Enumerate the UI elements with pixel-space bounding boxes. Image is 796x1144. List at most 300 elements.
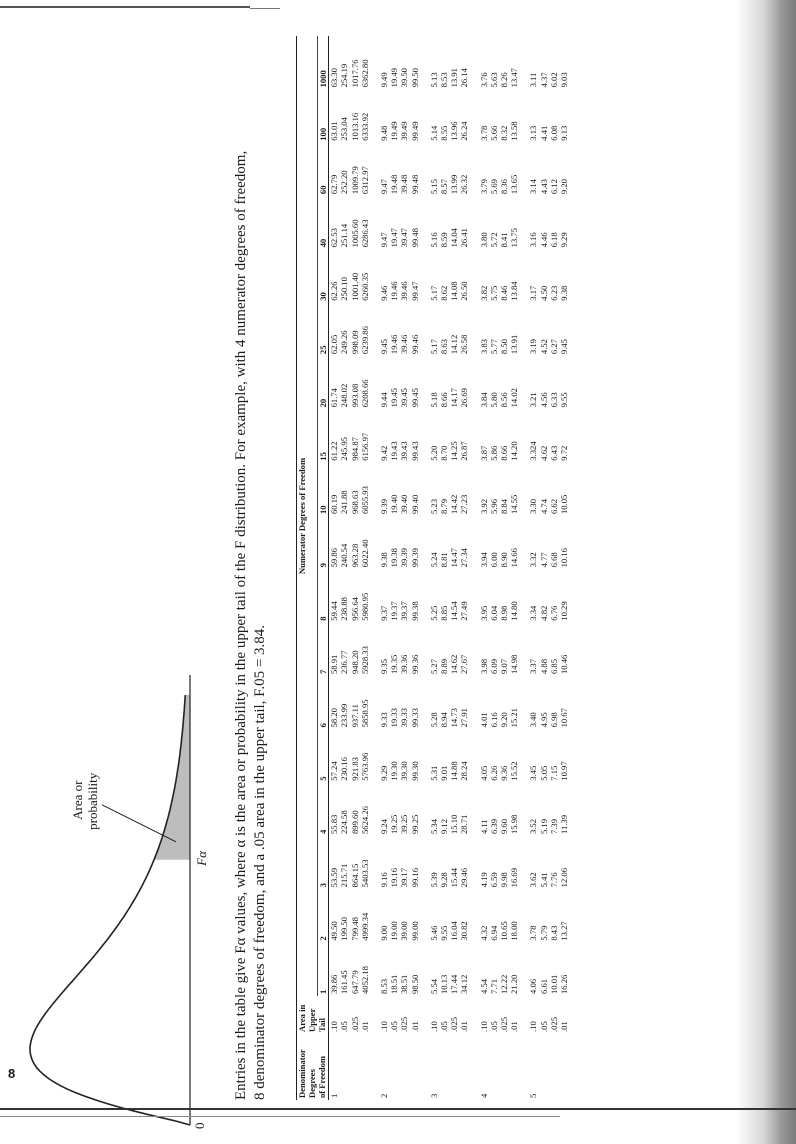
f-value-cell: 5.15 — [428, 179, 439, 195]
f-value-cell: 60.19 — [329, 494, 340, 515]
f-value-cell: 993.08 — [349, 383, 360, 408]
numerator-df-header: 30 — [317, 249, 328, 302]
table-row — [509, 36, 519, 1100]
f-value-cell: 224.58 — [339, 810, 350, 835]
denominator-df-cell — [339, 1034, 349, 1100]
f-value-cell: 62.26 — [329, 281, 340, 301]
numerator-df-header: 7 — [317, 623, 328, 676]
f-value-cell: 6156.97 — [359, 432, 370, 461]
f-value-cell: 6.18 — [548, 232, 559, 248]
f-value-cell: 7.76 — [548, 872, 559, 888]
f-value-cell: 39.46 — [399, 281, 410, 301]
f-value-cell: 19.30 — [389, 761, 400, 781]
f-value-cell: 3.94 — [478, 552, 489, 568]
f-value-cell: 6333.92 — [359, 112, 370, 141]
f-value-cell: 9.13 — [558, 125, 569, 141]
f-distribution-table — [296, 36, 569, 1100]
table-row — [549, 36, 559, 1100]
table-row — [339, 36, 349, 1100]
f-value-cell: 9.44 — [378, 392, 389, 408]
f-value-cell: 4.82 — [538, 605, 549, 621]
f-value-cell: 49.50 — [329, 921, 340, 941]
f-value-cell: 6239.86 — [359, 326, 370, 355]
numerator-df-header: 1 — [317, 943, 328, 996]
f-value-cell: 3.45 — [528, 765, 539, 781]
f-value-cell: 19.25 — [389, 814, 400, 835]
f-value-cell: 28.71 — [459, 814, 470, 835]
f-value-cell: 99.40 — [409, 494, 420, 515]
f-value-cell: 99.48 — [409, 228, 420, 248]
f-value-cell: 13.91 — [449, 68, 460, 88]
f-value-cell: 62.79 — [329, 174, 340, 195]
f-value-cell: 5.27 — [428, 658, 439, 675]
f-value-cell: 18.51 — [389, 974, 400, 994]
f-value-cell: 9.45 — [378, 339, 389, 355]
f-value-cell: 233.99 — [339, 703, 350, 728]
table-row — [360, 36, 370, 1100]
f-value-cell: 4.32 — [478, 925, 489, 941]
f-value-cell: 58.20 — [329, 708, 340, 728]
f-value-cell: 5.54 — [428, 978, 439, 994]
f-value-cell: 5.72 — [488, 232, 499, 248]
table-row — [479, 36, 489, 1100]
table-row — [539, 36, 549, 1100]
f-value-cell: 5.46 — [428, 925, 439, 941]
f-value-cell: 99.38 — [409, 601, 420, 621]
table-row — [429, 36, 439, 1100]
f-value-cell: 3.82 — [478, 285, 489, 301]
f-value-cell: 10.67 — [558, 708, 569, 728]
numerator-df-header: 4 — [317, 783, 328, 836]
f-value-cell: 19.48 — [389, 174, 400, 195]
f-value-cell: 4.50 — [538, 285, 549, 301]
numerator-df-header: 2 — [317, 889, 328, 942]
f-value-cell: 99.33 — [409, 708, 420, 728]
f-value-cell: 250.10 — [339, 277, 350, 301]
f-value-cell: 10.29 — [558, 601, 569, 621]
f-value-cell: 29.46 — [459, 868, 470, 888]
f-value-cell: 4.41 — [538, 125, 549, 141]
f-value-cell: 19.46 — [389, 334, 400, 355]
f-value-cell: 6.08 — [548, 125, 559, 141]
f-value-cell: 26.41 — [459, 228, 470, 248]
graph-area-label-line1: Area or — [70, 780, 85, 820]
f-value-cell: 8.46 — [498, 285, 509, 301]
f-value-cell: 6.12 — [548, 179, 559, 195]
graph-arrow — [102, 805, 176, 842]
graph-group — [30, 675, 209, 1129]
f-value-cell: 3.78 — [478, 125, 489, 141]
f-value-cell: 5980.95 — [359, 592, 370, 621]
denominator-df-cell — [449, 1034, 459, 1100]
f-value-cell: 26.87 — [459, 441, 470, 461]
graph-area-label-line2: probability — [85, 772, 100, 830]
f-value-cell: 99.45 — [409, 388, 420, 408]
f-value-cell: 8.85 — [438, 605, 449, 621]
f-value-cell: 63.01 — [329, 121, 340, 141]
f-value-cell: 9.33 — [378, 712, 389, 728]
f-value-cell: 10.05 — [558, 494, 569, 515]
f-value-cell: 4.19 — [478, 872, 489, 888]
f-value-cell: 10.13 — [438, 974, 449, 994]
f-value-cell: 39.17 — [399, 868, 410, 888]
f-value-cell: 4.37 — [538, 72, 549, 88]
f-value-cell: 9.28 — [438, 872, 449, 888]
f-value-cell: 9.24 — [378, 818, 389, 835]
numerator-df-header: 100 — [317, 89, 328, 142]
f-value-cell: 19.35 — [389, 654, 400, 675]
f-value-cell: 3.30 — [528, 499, 539, 515]
f-value-cell: 6.43 — [548, 445, 559, 461]
f-value-cell: 14.25 — [449, 441, 460, 461]
f-value-cell: 252.20 — [339, 170, 350, 195]
f-value-cell: 15.98 — [509, 814, 520, 835]
f-value-cell: 39.40 — [399, 494, 410, 515]
f-value-cell: 8.32 — [498, 125, 509, 141]
f-value-cell: 9.36 — [498, 765, 509, 781]
f-value-cell: 6022.40 — [359, 539, 370, 568]
f-value-cell: 199.50 — [339, 917, 350, 941]
f-value-cell: 99.39 — [409, 548, 420, 568]
f-value-cell: 5.14 — [428, 125, 439, 141]
denominator-df-cell — [410, 1034, 420, 1100]
f-value-cell: 26.58 — [459, 334, 470, 355]
f-value-cell: 9.48 — [378, 125, 389, 141]
f-value-cell: 13.96 — [449, 121, 460, 141]
numerator-df-header: 25 — [317, 303, 328, 356]
f-value-cell: 4.43 — [538, 179, 549, 195]
f-value-cell: 39.49 — [399, 121, 410, 141]
f-value-cell: 26.32 — [459, 174, 470, 195]
denominator-df-cell — [559, 1034, 569, 1100]
f-value-cell: 6.59 — [488, 872, 499, 888]
f-value-cell: 4.74 — [538, 499, 549, 515]
upper-tail-cell: .05 — [339, 1021, 350, 1032]
f-value-cell: 921.83 — [349, 757, 360, 781]
f-value-cell: 8.98 — [498, 605, 509, 621]
numerator-df-header: 60 — [317, 143, 328, 196]
f-value-cell: 3.87 — [478, 445, 489, 461]
f-value-cell: 7.39 — [548, 818, 559, 835]
f-value-cell: 799.48 — [349, 917, 360, 941]
f-value-cell: 6362.80 — [359, 59, 370, 88]
f-value-cell: 5.69 — [488, 179, 499, 195]
f-value-cell: 956.64 — [349, 597, 360, 621]
f-value-cell: 39.46 — [399, 334, 410, 355]
f-value-cell: 5.79 — [538, 925, 549, 941]
f-value-cell: 99.16 — [409, 868, 420, 888]
f-value-cell: 5763.96 — [359, 752, 370, 781]
f-value-cell: 9.37 — [378, 605, 389, 621]
f-value-cell: 15.21 — [509, 708, 520, 728]
group-separator-cell — [420, 36, 429, 1100]
f-value-cell: 14.02 — [509, 388, 520, 408]
f-value-cell: 61.22 — [329, 441, 340, 461]
f-value-cell: 19.47 — [389, 228, 400, 248]
f-value-cell: 899.60 — [349, 810, 360, 835]
f-value-cell: 8.62 — [438, 285, 449, 301]
f-value-cell: 3.13 — [528, 125, 539, 141]
f-value-cell: 864.15 — [349, 863, 360, 888]
f-value-cell: 8.59 — [438, 232, 449, 248]
f-value-cell: 3.92 — [478, 499, 489, 515]
f-value-cell: 9.49 — [378, 72, 389, 88]
f-value-cell: 254.19 — [339, 63, 350, 88]
f-value-cell: 1017.76 — [349, 59, 360, 88]
f-value-cell: 9.46 — [378, 285, 389, 301]
f-value-cell: 9.60 — [498, 818, 509, 835]
f-value-cell: 19.49 — [389, 68, 400, 88]
f-value-cell: 6.62 — [548, 499, 559, 515]
f-value-cell: 8.55 — [438, 125, 449, 141]
f-value-cell: 17.44 — [449, 974, 460, 994]
upper-tail-cell: .10 — [378, 1021, 389, 1032]
f-value-cell: 5.86 — [488, 445, 499, 461]
f-value-cell: 6312.97 — [359, 166, 370, 195]
f-value-cell: 4.88 — [538, 658, 549, 675]
f-value-cell: 19.40 — [389, 494, 400, 515]
upper-tail-cell: .10 — [329, 1021, 340, 1032]
upper-tail-cell: .10 — [478, 1021, 489, 1032]
f-value-cell: 57.24 — [329, 761, 340, 781]
f-value-cell: 99.47 — [409, 281, 420, 301]
f-value-cell: 9.47 — [378, 232, 389, 248]
f-value-cell: 39.86 — [329, 974, 340, 994]
f-value-cell: 3.78 — [528, 925, 539, 941]
f-value-cell: 98.50 — [409, 974, 420, 994]
f-value-cell: 3.17 — [528, 285, 539, 301]
graph-f-alpha-label: Fα — [194, 851, 209, 866]
denominator-df-cell — [549, 1034, 559, 1100]
f-value-cell: 99.00 — [409, 921, 420, 941]
f-value-cell: 248.02 — [339, 383, 350, 408]
f-value-cell: 11.39 — [558, 814, 569, 835]
f-value-cell: 1009.79 — [349, 166, 360, 195]
f-value-cell: 1001.40 — [349, 272, 360, 301]
f-value-cell: 5.20 — [428, 445, 439, 461]
numerator-df-header: 6 — [317, 676, 328, 729]
denominator-df-cell — [350, 1034, 360, 1100]
f-value-cell: 9.38 — [558, 285, 569, 301]
f-value-cell: 6.23 — [548, 285, 559, 301]
f-value-cell: 5.25 — [428, 605, 439, 621]
f-value-cell: 12.22 — [498, 974, 509, 994]
f-value-cell: 19.46 — [389, 281, 400, 301]
bottom-rule-2 — [0, 1116, 560, 1117]
header-tail-3: Tail — [317, 996, 328, 1034]
f-value-cell: 998.09 — [349, 330, 360, 355]
table-row — [439, 36, 449, 1100]
table-row — [559, 36, 569, 1100]
f-value-cell: 948.20 — [349, 650, 360, 675]
f-value-cell: 8.56 — [498, 392, 509, 408]
f-value-cell: 9.16 — [378, 872, 389, 888]
f-value-cell: 19.16 — [389, 868, 400, 888]
f-value-cell: 9.20 — [558, 179, 569, 195]
f-value-cell: 9.39 — [378, 499, 389, 515]
f-value-cell: 8.63 — [438, 339, 449, 355]
denominator-df-cell — [499, 1034, 509, 1100]
f-value-cell: 5.13 — [428, 72, 439, 88]
f-value-cell: 10.01 — [548, 974, 559, 994]
denominator-df-cell — [439, 1034, 449, 1100]
f-value-cell: 18.00 — [509, 921, 520, 941]
caption-line-2: 8 denominator degrees of freedom, and a .05 area in the upper tail, F.05 = 3.84. — [252, 624, 268, 1100]
upper-tail-cell: .01 — [459, 1021, 470, 1032]
f-value-cell: 3.80 — [478, 232, 489, 248]
group-separator-cell — [519, 36, 528, 1100]
f-value-cell: 5.05 — [538, 765, 549, 781]
f-value-cell: 5.18 — [428, 392, 439, 408]
header-denominator-3: of Freedom — [317, 1034, 328, 1100]
bottom-rule — [0, 1108, 796, 1110]
f-value-cell: 3.34 — [528, 605, 539, 621]
f-value-cell: 230.16 — [339, 757, 350, 781]
f-value-cell: 5.39 — [428, 872, 439, 888]
f-value-cell: 8.53 — [438, 72, 449, 88]
f-value-cell: 6.98 — [548, 712, 559, 728]
f-value-cell: 14.73 — [449, 708, 460, 728]
f-value-cell: 19.37 — [389, 601, 400, 621]
f-value-cell: 5403.53 — [359, 859, 370, 888]
f-value-cell: 39.00 — [399, 921, 410, 941]
f-value-cell: 9.29 — [378, 765, 389, 781]
f-value-cell: 5.24 — [428, 552, 439, 568]
f-value-cell: 3.14 — [528, 179, 539, 195]
f-value-cell: 3.21 — [528, 392, 539, 408]
f-value-cell: 3.84 — [478, 392, 489, 408]
f-value-cell: 8.70 — [438, 445, 449, 461]
upper-tail-cell: .01 — [509, 1021, 520, 1032]
f-value-cell: 3.37 — [528, 658, 539, 675]
f-value-cell: 1013.16 — [349, 112, 360, 141]
denominator-df-cell: 1 — [329, 1093, 340, 1098]
group-separator — [370, 36, 379, 1100]
f-value-cell: 10.65 — [498, 921, 509, 941]
f-value-cell: 21.20 — [509, 974, 520, 994]
f-value-cell: 13.99 — [449, 174, 460, 195]
upper-tail-cell: .025 — [498, 1016, 509, 1032]
upper-tail-cell: .01 — [359, 1021, 370, 1032]
f-value-cell: 5.63 — [488, 72, 499, 88]
group-separator — [470, 36, 479, 1100]
f-value-cell: 28.24 — [459, 761, 470, 781]
f-value-cell: 6.02 — [548, 72, 559, 88]
page-marker: 8 — [8, 1066, 16, 1081]
f-value-cell: 8.84 — [498, 499, 509, 515]
f-value-cell: 8.41 — [498, 232, 509, 248]
f-value-cell: 6.26 — [488, 765, 499, 781]
upper-tail-cell: .10 — [428, 1021, 439, 1032]
f-value-cell: 3.11 — [528, 72, 539, 88]
denominator-df-cell — [539, 1034, 549, 1100]
f-value-cell: 5624.26 — [359, 806, 370, 835]
f-value-cell: 4.52 — [538, 339, 549, 355]
f-value-cell: 8.43 — [548, 925, 559, 941]
upper-tail-shaded-area — [154, 695, 190, 860]
f-value-cell: 5.80 — [488, 392, 499, 408]
f-value-cell: 39.39 — [399, 548, 410, 568]
upper-tail-cell: .01 — [409, 1021, 420, 1032]
f-value-cell: 6.27 — [548, 339, 559, 355]
f-value-cell: 4.95 — [538, 712, 549, 728]
f-value-cell: 14.62 — [449, 654, 460, 675]
f-value-cell: 8.66 — [438, 392, 449, 408]
f-value-cell: 4.54 — [478, 978, 489, 994]
f-value-cell: 3.76 — [478, 72, 489, 88]
upper-tail-cell: .05 — [438, 1021, 449, 1032]
f-value-cell: 6.33 — [548, 392, 559, 408]
f-value-cell: 4.06 — [528, 978, 539, 994]
f-value-cell: 15.44 — [449, 868, 460, 888]
f-value-cell: 5.19 — [538, 818, 549, 835]
f-value-cell: 4.56 — [538, 392, 549, 408]
numerator-df-header: 40 — [317, 196, 328, 249]
f-value-cell: 13.65 — [509, 174, 520, 195]
f-value-cell: 4.62 — [538, 445, 549, 461]
group-separator-cell — [370, 36, 379, 1100]
f-value-cell: 14.17 — [449, 388, 460, 408]
header-tail-1: Area in — [297, 996, 308, 1034]
f-value-cell: 6.94 — [488, 925, 499, 941]
f-value-cell: 3.95 — [478, 605, 489, 621]
f-value-cell: 6.04 — [488, 605, 499, 621]
f-value-cell: 7.71 — [488, 978, 499, 994]
f-value-cell: 6260.35 — [359, 272, 370, 301]
f-value-cell: 8.90 — [498, 552, 509, 568]
f-value-cell: 3.79 — [478, 179, 489, 195]
numerator-df-header: 3 — [317, 836, 328, 889]
f-value-cell: 14.98 — [509, 654, 520, 675]
f-value-cell: 10.97 — [558, 761, 569, 781]
table-row — [410, 36, 420, 1100]
f-value-cell: 253.04 — [339, 117, 350, 141]
f-value-cell: 39.36 — [399, 654, 410, 675]
f-value-cell: 16.69 — [509, 868, 520, 888]
top-rule — [0, 6, 250, 8]
f-value-cell: 984.87 — [349, 437, 360, 461]
f-value-cell: 62.05 — [329, 334, 340, 355]
f-value-cell: 14.04 — [449, 228, 460, 248]
f-value-cell: 8.57 — [438, 179, 449, 195]
f-value-cell: 10.46 — [558, 654, 569, 675]
f-value-cell: 5.28 — [428, 712, 439, 728]
f-value-cell: 8.26 — [498, 72, 509, 88]
f-value-cell: 39.43 — [399, 441, 410, 461]
f-value-cell: 5858.95 — [359, 699, 370, 728]
f-value-cell: 99.48 — [409, 174, 420, 195]
f-value-cell: 241.88 — [339, 490, 350, 515]
f-value-cell: 38.51 — [399, 974, 410, 994]
f-value-cell: 5.75 — [488, 285, 499, 301]
f-value-cell: 9.98 — [498, 872, 509, 888]
upper-tail-cell: .025 — [548, 1016, 559, 1032]
f-value-cell: 9.72 — [558, 445, 569, 461]
f-value-cell: 6.76 — [548, 605, 559, 621]
f-value-cell: 5928.33 — [359, 646, 370, 675]
table-row — [499, 36, 509, 1100]
denominator-df-cell: 2 — [378, 1093, 389, 1098]
numerator-df-header: 15 — [317, 409, 328, 462]
f-value-cell: 59.86 — [329, 548, 340, 568]
f-value-cell: 14.66 — [509, 548, 520, 568]
upper-tail-cell: .05 — [389, 1021, 400, 1032]
f-value-cell: 99.50 — [409, 68, 420, 88]
header-denominator-2: Degrees — [307, 1069, 318, 1098]
f-value-cell: 99.25 — [409, 814, 420, 835]
f-value-cell: 39.45 — [399, 388, 410, 408]
denominator-df-cell — [389, 1034, 399, 1100]
